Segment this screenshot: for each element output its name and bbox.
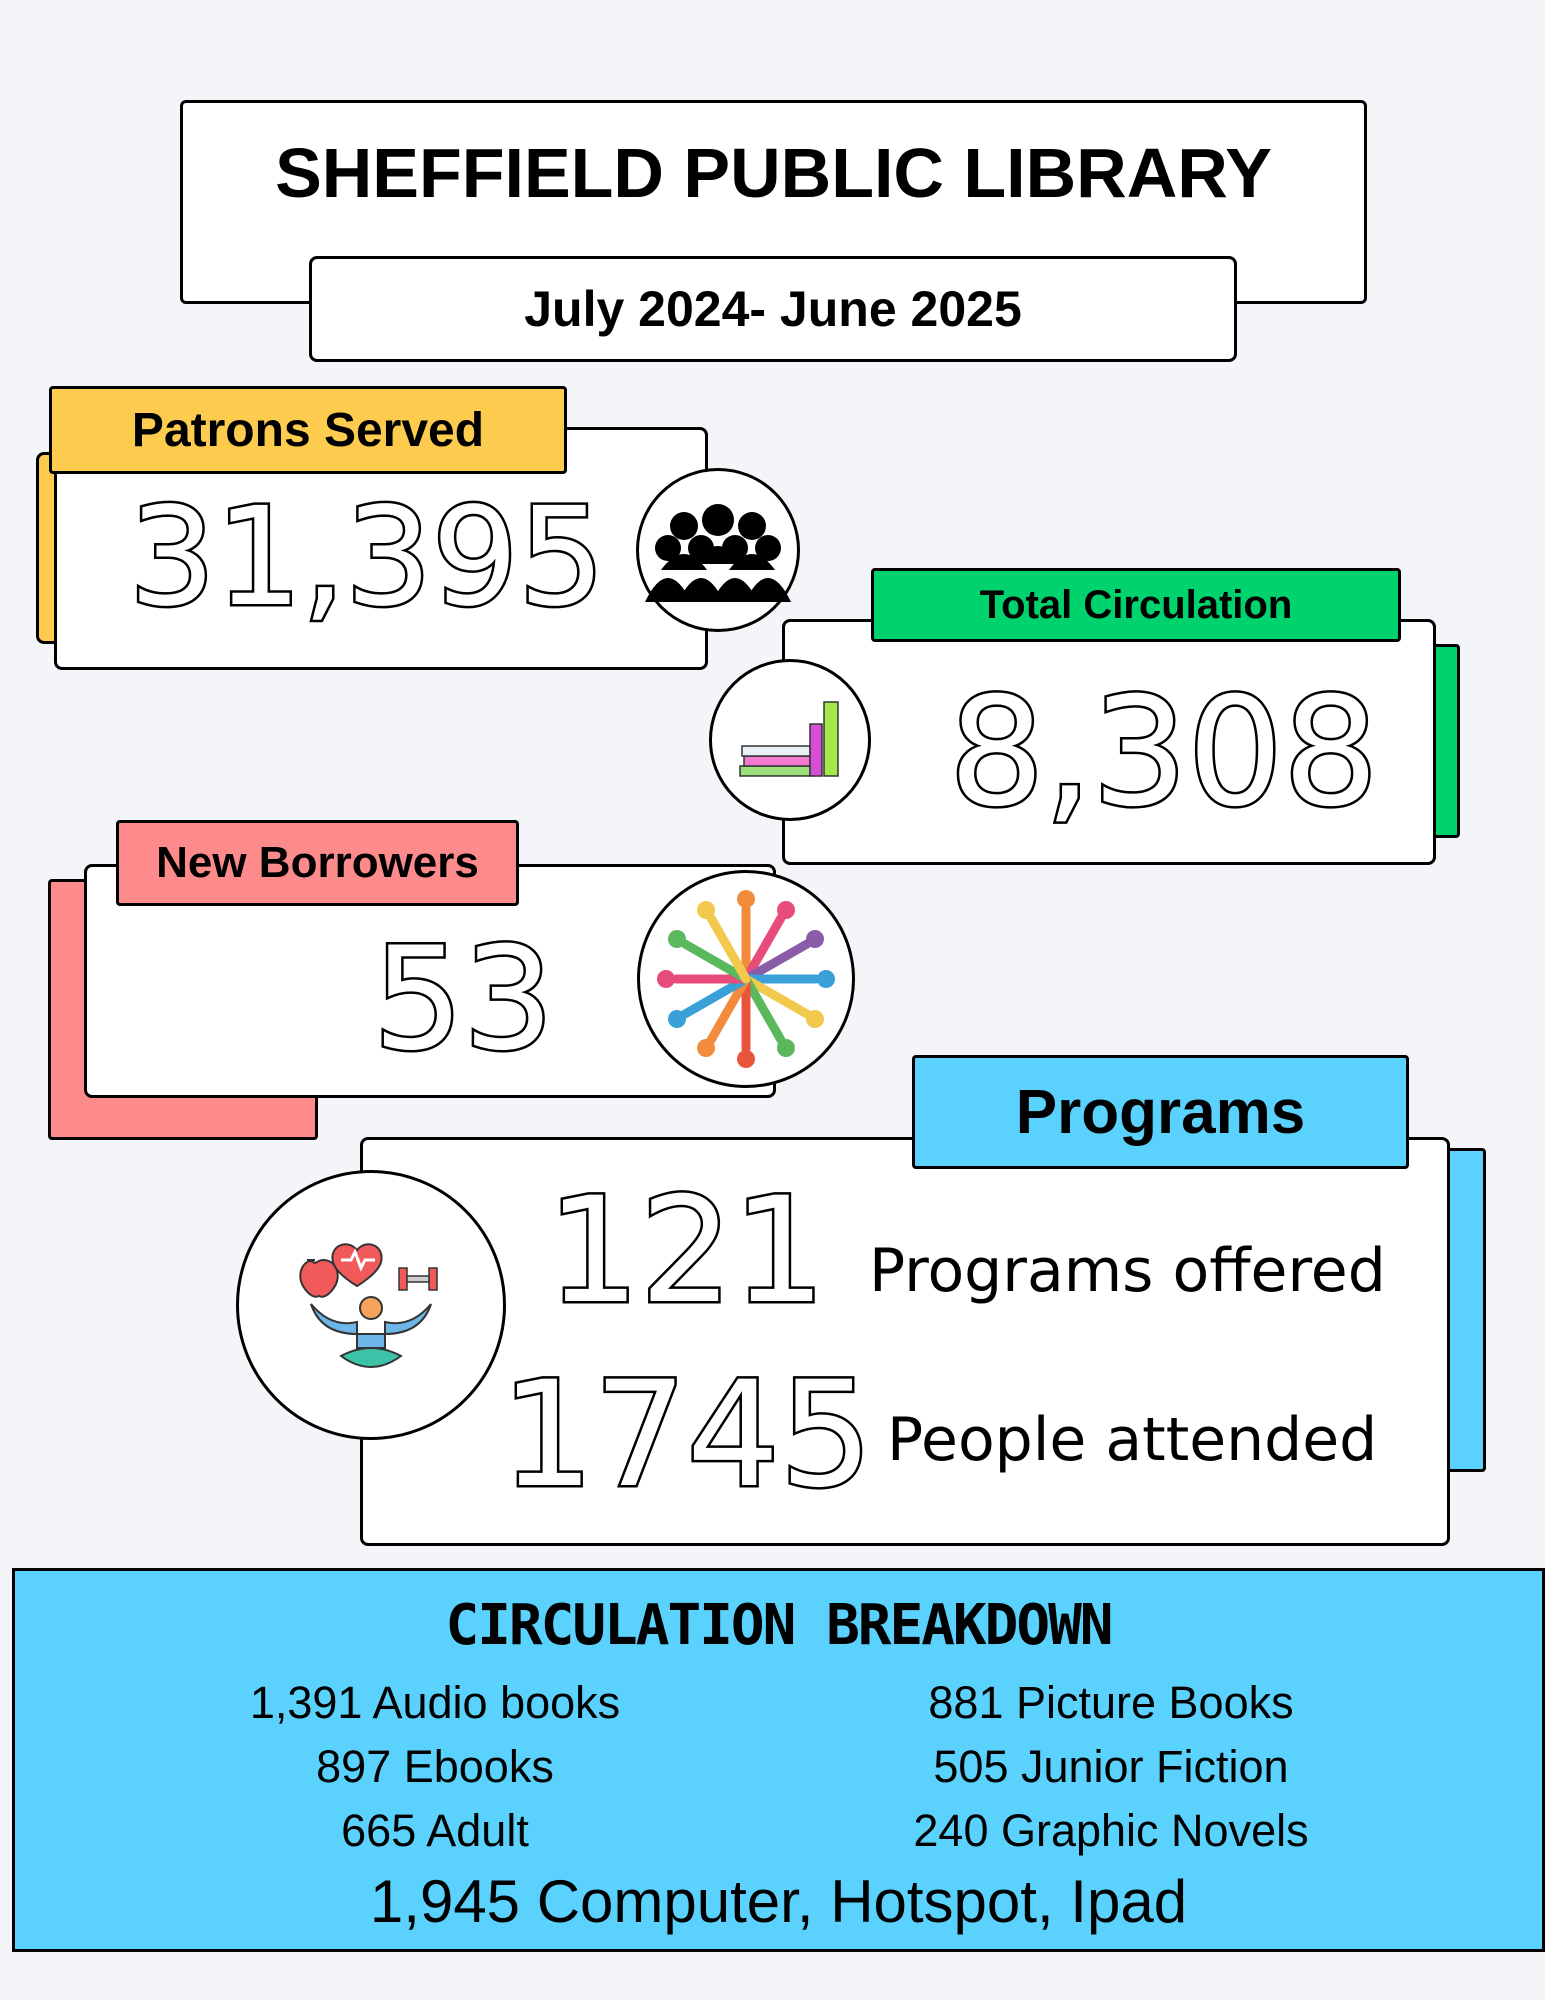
breakdown-item: 1,391 Audio books [249,1677,621,1728]
people-circle-icon [637,870,855,1088]
programs-label-text: Programs [1015,1077,1306,1147]
breakdown-item: 240 Graphic Novels [913,1805,1309,1856]
breakdown-item: 881 Picture Books [928,1677,1294,1728]
breakdown-panel [12,1568,1545,1952]
wellness-icon [236,1170,506,1440]
programs-card [360,1137,1450,1546]
people-group-icon [636,468,800,632]
borrowers-value: 53 [373,917,554,1082]
borrowers-label-text: New Borrowers [156,838,479,887]
date-range-box [309,256,1237,362]
breakdown-title: CIRCULATION BREAKDOWN [445,1593,1112,1658]
breakdown-footer: 1,945 Computer, Hotspot, Ipad [369,1868,1188,1935]
patrons-label-text: Patrons Served [131,403,485,457]
page-title: SHEFFIELD PUBLIC LIBRARY [275,134,1272,212]
patrons-label [49,386,567,474]
patrons-value: 31,395 [129,479,605,637]
books-stack-icon [709,659,871,821]
programs-attended-text: People attended [887,1405,1378,1475]
borrowers-label [116,820,519,906]
circulation-value: 8,308 [949,666,1379,840]
circulation-card [782,619,1436,865]
circulation-label-text: Total Circulation [979,582,1293,627]
circulation-label [871,568,1401,642]
programs-label [912,1055,1409,1169]
programs-offered-text: Programs offered [869,1236,1386,1306]
programs-offered-value: 121 [547,1166,826,1336]
breakdown-right-column [871,1671,1351,1863]
breakdown-item: 665 Adult [341,1805,529,1856]
breakdown-item: 897 Ebooks [316,1741,554,1792]
date-range: July 2024- June 2025 [524,281,1022,337]
breakdown-item: 505 Junior Fiction [933,1741,1289,1792]
programs-attended-value: 1745 [501,1350,873,1520]
breakdown-left-column [215,1671,655,1863]
